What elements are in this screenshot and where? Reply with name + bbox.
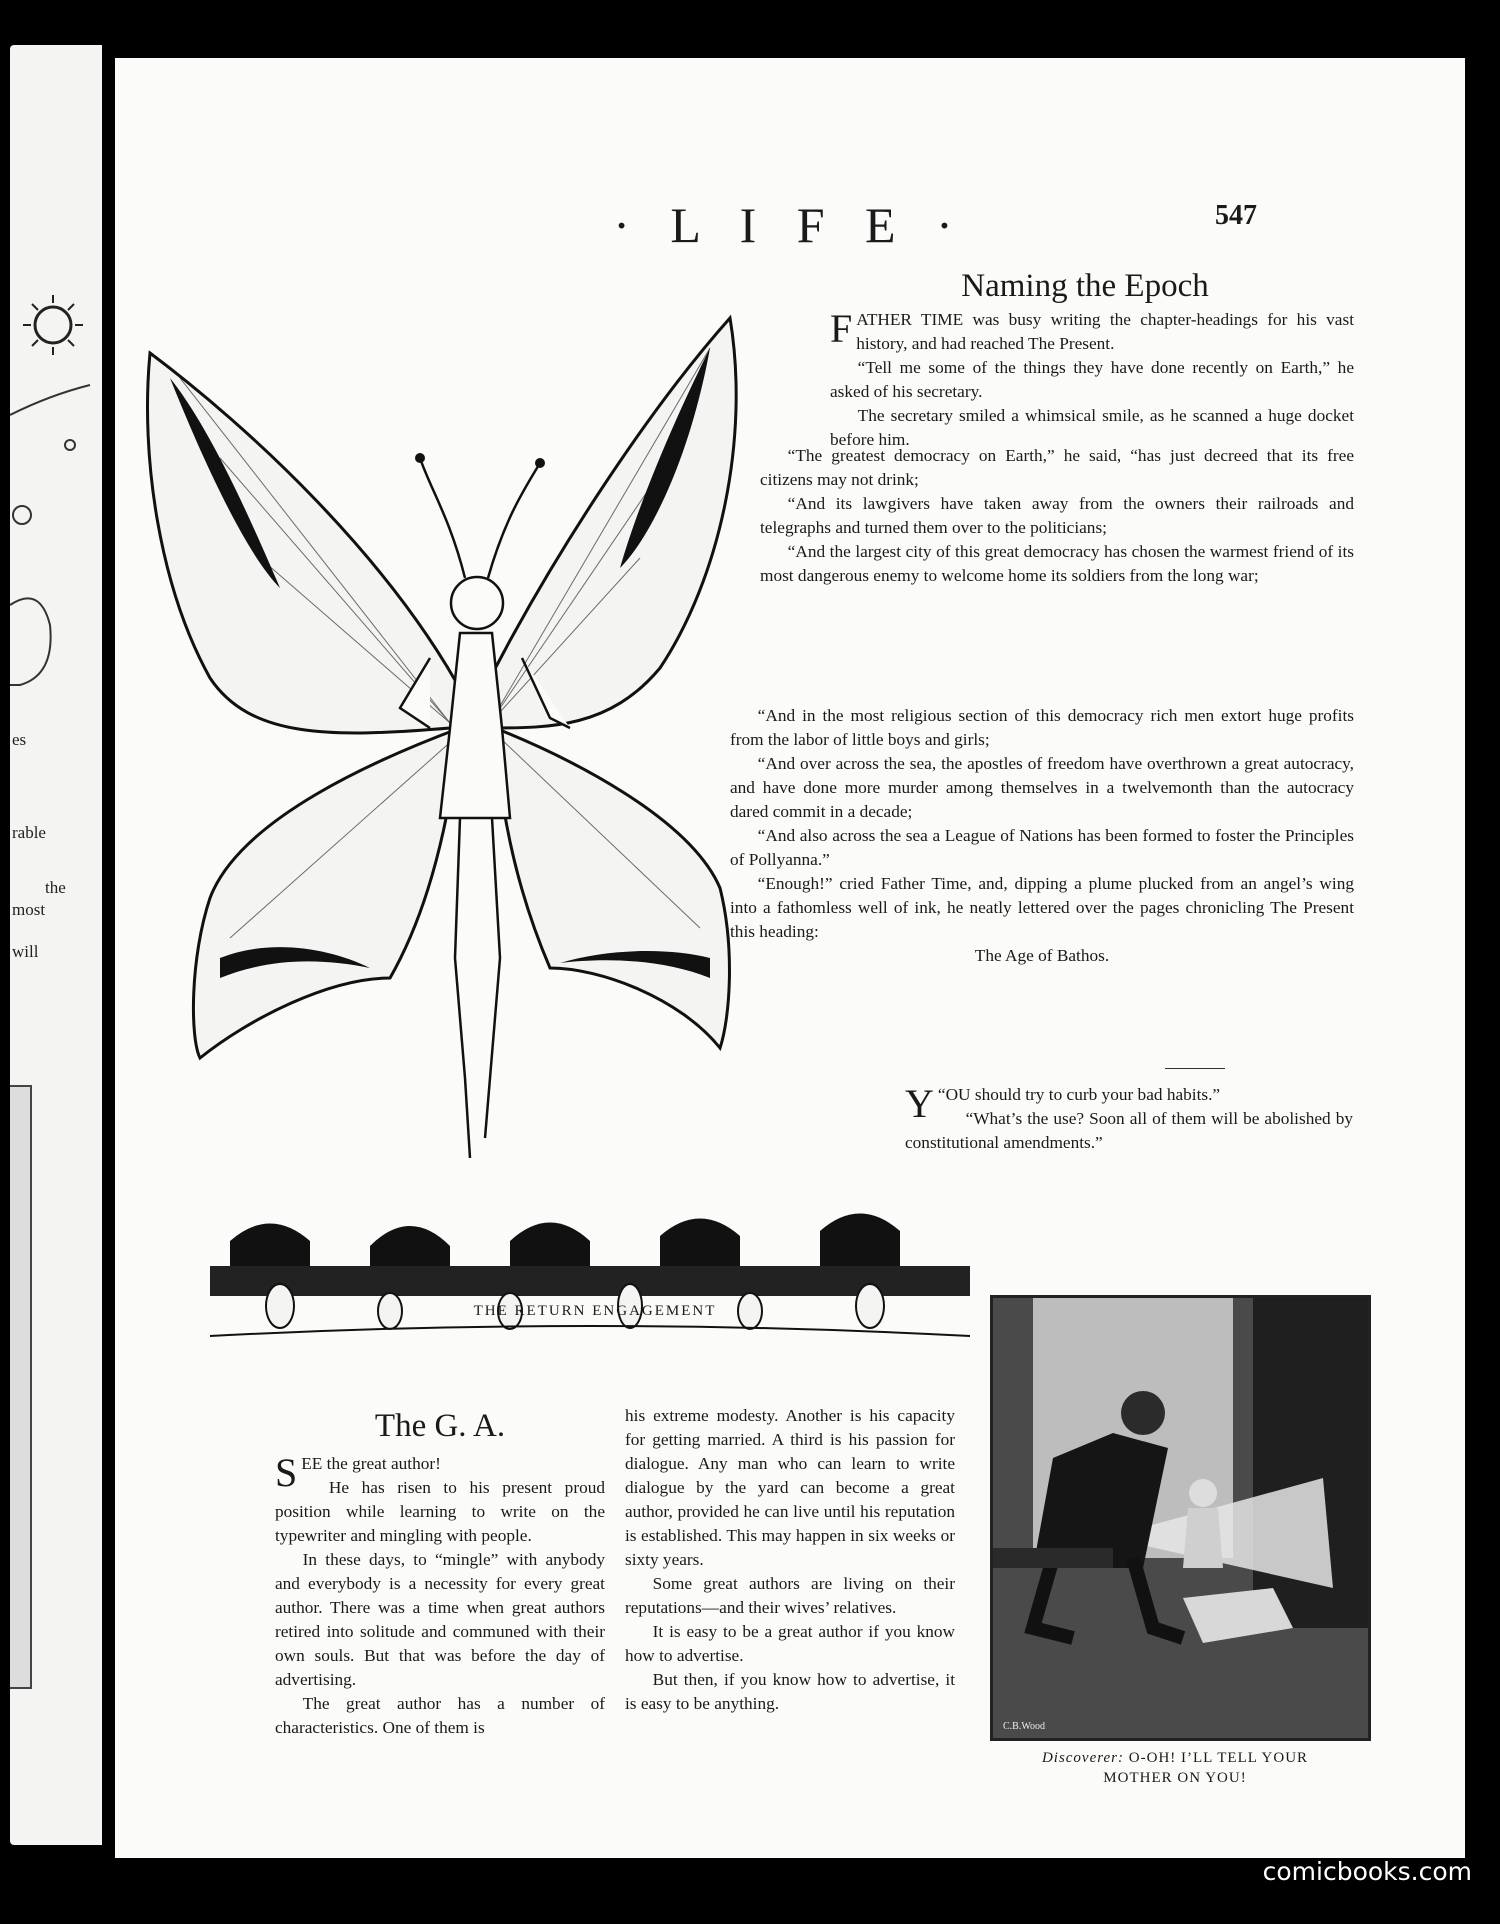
article-title-epoch: Naming the Epoch [961, 268, 1209, 304]
left-page-fragment: the [45, 878, 66, 897]
paragraph: He has risen to his present proud position while learning to write on the typewriter and mingling with people. [275, 1478, 605, 1545]
dropcap: F [830, 306, 853, 351]
paragraph: SEE the great author! [275, 1450, 441, 1495]
paragraph: But then, if you know how to advertise, it is easy to be anything. [625, 1670, 955, 1713]
paragraph: “ Y OU should try to curb your bad habits.” [905, 1081, 1221, 1126]
sun-icon [18, 290, 88, 360]
illustration-caption: THE RETURN ENGAGEMENT [473, 1303, 717, 1319]
paragraph: “And in the most religious section of this democracy rich men extort huge profits from the labor of little boys and girls; [730, 706, 1354, 749]
magazine-page [115, 58, 1465, 1858]
paragraph: “The greatest democracy on Earth,” he said, “has just decreed that its free citizens may not drink; [760, 446, 1354, 489]
page-number: 547 [1215, 200, 1257, 231]
orchestra-frieze-illustration [210, 1186, 970, 1351]
paragraph: “And over across the sea, the apostles of freedom have overthrown a great autocracy, and have done more murder among themselves in a twelvemonth than the autocracy dared commit in a decade; [730, 754, 1354, 821]
article-epoch [830, 308, 1354, 452]
watermark: comicbooks.com [1262, 1857, 1472, 1886]
paragraph: his extreme modesty. Another is his capacity for getting married. A third is his passion for dialogue. Any man who can learn to write dialogue by the yard can become a great author, provided he can live until his reputation is established. This may happen in six weeks or sixty years. [625, 1406, 955, 1569]
article-epoch-continued [760, 444, 1354, 588]
closing-heading: The Age of Bathos. [974, 946, 1110, 965]
caption-speaker: Discoverer: [1041, 1750, 1125, 1766]
paragraph: “Enough!” cried Father Time, and, dipping a plume plucked from an angel’s wing into a fathomless well of ink, he neatly lettered over the pages chronicling The Present this heading: [730, 874, 1354, 941]
cartoon-caption [955, 1748, 1395, 1788]
joke [905, 1083, 1353, 1155]
left-page-sketch [10, 375, 100, 755]
left-page-edge [10, 45, 102, 1845]
paragraph: It is easy to be a great author if you know how to advertise. [625, 1622, 955, 1665]
cartoon-illustration [990, 1295, 1371, 1741]
left-page-illustration [10, 1085, 32, 1689]
caption-line: O-OH! I’LL TELL YOUR [1128, 1750, 1309, 1766]
paragraph: “And the largest city of this great democracy has chosen the warmest friend of its most dangerous enemy to welcome home its soldiers from the long war; [760, 542, 1354, 585]
dropcap: Y [905, 1081, 934, 1126]
caption-line: MOTHER ON YOU! [1103, 1770, 1247, 1786]
paragraph: In these days, to “mingle” with anybody and everybody is a necessity for every great author. There was a time when great authors retired into solitude and communed with their own souls. But that was before the day of advertising. [275, 1550, 605, 1689]
article-title-ga: The G. A. [374, 1408, 506, 1444]
article-epoch-continued [730, 704, 1354, 968]
butterfly-fairy-illustration [130, 258, 830, 1198]
masthead: · L I F E · [613, 197, 967, 253]
dropcap: S [275, 1450, 298, 1495]
paragraph: “And also across the sea a League of Nations has been formed to foster the Principles of Pollyanna.” [730, 826, 1354, 869]
paragraph: Some great authors are living on their reputations—and their wives’ relatives. [625, 1574, 955, 1617]
left-page-fragment: rable [12, 823, 46, 842]
left-page-fragment: will [12, 942, 39, 961]
paragraph: “What’s the use? Soon all of them will be abolished by constitutional amendments.” [905, 1109, 1353, 1152]
paragraph: FATHER TIME was busy writing the chapter-headings for his vast history, and had reached The Present. [830, 306, 1354, 353]
artist-signature: C.B.Wood [1003, 1721, 1045, 1732]
paragraph: The great author has a number of characteristics. One of them is [275, 1694, 605, 1737]
section-divider [1165, 1068, 1225, 1069]
left-page-fragment: es [12, 730, 27, 749]
paragraph: “Tell me some of the things they have done recently on Earth,” he asked of his secretary. [830, 358, 1354, 401]
left-page-fragment: most [12, 900, 46, 919]
article-ga-col2 [625, 1404, 955, 1716]
paragraph: The secretary smiled a whimsical smile, as he scanned a huge docket before him. [830, 406, 1354, 449]
paragraph: “And its lawgivers have taken away from the owners their railroads and telegraphs and turned them over to the politicians; [760, 494, 1354, 537]
article-ga-col1 [275, 1452, 605, 1740]
